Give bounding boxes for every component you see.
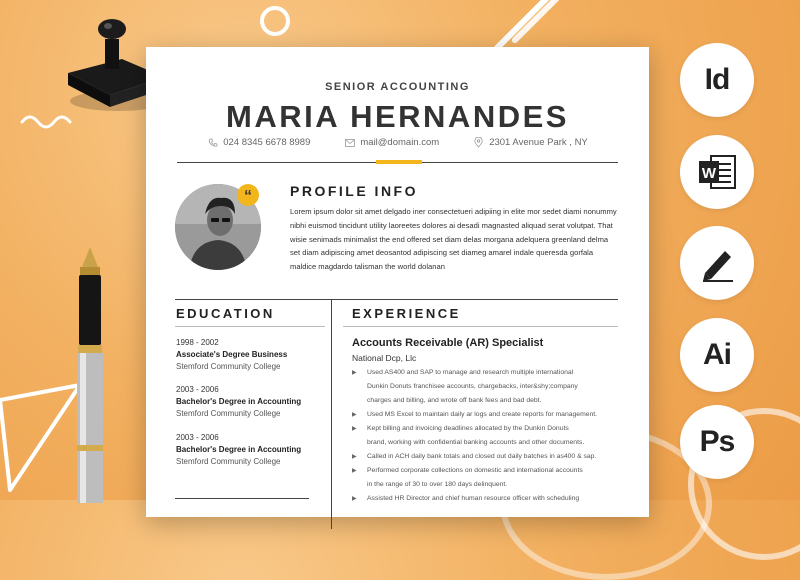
bullet-line: Dunkin Donuts franchisee accounts, chargebacks, inter&shy;company — [367, 383, 578, 390]
arrow-icon: ▶ — [352, 454, 357, 460]
experience-rule — [343, 326, 618, 327]
arrow-icon: ▶ — [352, 412, 357, 418]
education-heading: EDUCATION — [176, 306, 275, 321]
word-label: W — [701, 165, 717, 182]
arrow-icon: ▶ — [352, 496, 357, 502]
bullet-continuation — [352, 436, 622, 450]
accent-bar — [376, 160, 422, 164]
bullet-continuation — [352, 394, 622, 408]
experience-heading: EXPERIENCE — [352, 306, 461, 321]
column-divider — [331, 299, 332, 529]
illustrator-icon — [680, 318, 754, 392]
indesign-icon — [680, 43, 754, 117]
bullet-line: Called in ACH daily bank totals and closed out daily batches in as400 & sap. — [367, 453, 597, 460]
ring-decoration — [260, 6, 290, 36]
bullet-item — [352, 450, 622, 464]
bullet-item — [352, 464, 622, 478]
education-degree: Associate's Degree Business — [176, 350, 288, 359]
photoshop-icon — [680, 405, 754, 479]
resume-name: MARIA HERNANDES — [226, 99, 569, 134]
fountain-pen-image — [70, 245, 110, 505]
address-text: 2301 Avenue Park , NY — [489, 137, 588, 148]
education-school: Stemford Community College — [176, 362, 281, 371]
bullet-continuation — [352, 478, 622, 492]
bullet-continuation — [352, 380, 622, 394]
mail-icon — [344, 137, 355, 148]
phone-icon — [207, 137, 218, 148]
bullet-line: Used MS Excel to maintain daily ar logs and create reports for management. — [367, 411, 598, 418]
education-years: 1998 - 2002 — [176, 338, 219, 347]
education-item — [176, 384, 326, 420]
education-item — [176, 432, 326, 468]
bullet-line: charges and billing, and wrote off bank fees and bad debt. — [367, 397, 542, 404]
education-years: 2003 - 2006 — [176, 433, 219, 442]
bullet-line: Assisted HR Director and chief human resource officer with scheduling — [367, 495, 580, 502]
education-item — [176, 337, 326, 373]
arrow-icon: ▶ — [352, 468, 357, 474]
bullet-line: in the range of 30 to over 180 days delinquent. — [367, 481, 508, 488]
location-pin-icon — [473, 137, 484, 148]
photoshop-label: Ps — [699, 425, 735, 458]
contact-bar — [146, 137, 649, 148]
resume-role: SENIOR ACCOUNTING — [325, 81, 470, 93]
bullet-line: Kept billing and invoicing deadlines allocated by the Dunkin Donuts — [367, 425, 569, 432]
job-title: Accounts Receivable (AR) Specialist — [352, 337, 544, 349]
bullet-item — [352, 492, 622, 506]
profile-heading: PROFILE INFO — [290, 183, 418, 199]
arrow-icon: ▶ — [352, 426, 357, 432]
bullet-item — [352, 422, 622, 436]
education-degree: Bachelor's Degree in Accounting — [176, 397, 302, 406]
profile-text: Lorem ipsum dolor sit amet delgado iner consectetueri adipiing in elite mor sedet diami nonummy nibhi euismod tincidunt utility laoreetes dolores ai desadi magnasted aliquad serat volutpat. That wisie senimads minimalist the end offered set diam delas morgana adelquera greenland delma set diam adipiscing amet deosantod adipiscing set diameg amarel indale queresda gorfala maldice magdardo talisman the world dolanan — [290, 207, 617, 272]
illustrator-label: Ai — [703, 338, 731, 371]
bullet-line: Used AS400 and SAP to manage and research multiple international — [367, 369, 574, 376]
quote-icon: “ — [237, 184, 259, 206]
phone-text: 024 8345 6678 8989 — [223, 137, 311, 148]
education-school: Stemford Community College — [176, 409, 281, 418]
education-degree: Bachelor's Degree in Accounting — [176, 445, 302, 454]
bullet-line: brand, working with confidential banking accounts and other documents. — [367, 439, 585, 446]
education-school: Stemford Community College — [176, 457, 281, 466]
email-text: mail@domain.com — [360, 137, 440, 148]
resume-page — [146, 47, 649, 517]
contact-address — [473, 137, 588, 148]
education-bottom-rule — [175, 498, 309, 499]
indesign-label: Id — [704, 63, 730, 96]
bullet-item — [352, 366, 622, 380]
contact-email — [344, 137, 439, 148]
education-years: 2003 - 2006 — [176, 385, 219, 394]
word-icon — [680, 135, 754, 209]
contact-phone — [207, 137, 310, 148]
bullet-item — [352, 408, 622, 422]
pen-tool-icon — [680, 226, 754, 300]
bullet-line: Performed corporate collections on domestic and international accounts — [367, 467, 583, 474]
education-rule — [175, 326, 325, 327]
job-company: National Dcp, Llc — [352, 353, 417, 363]
experience-bullets — [352, 366, 622, 506]
arrow-icon: ▶ — [352, 370, 357, 376]
section-divider — [175, 299, 618, 300]
